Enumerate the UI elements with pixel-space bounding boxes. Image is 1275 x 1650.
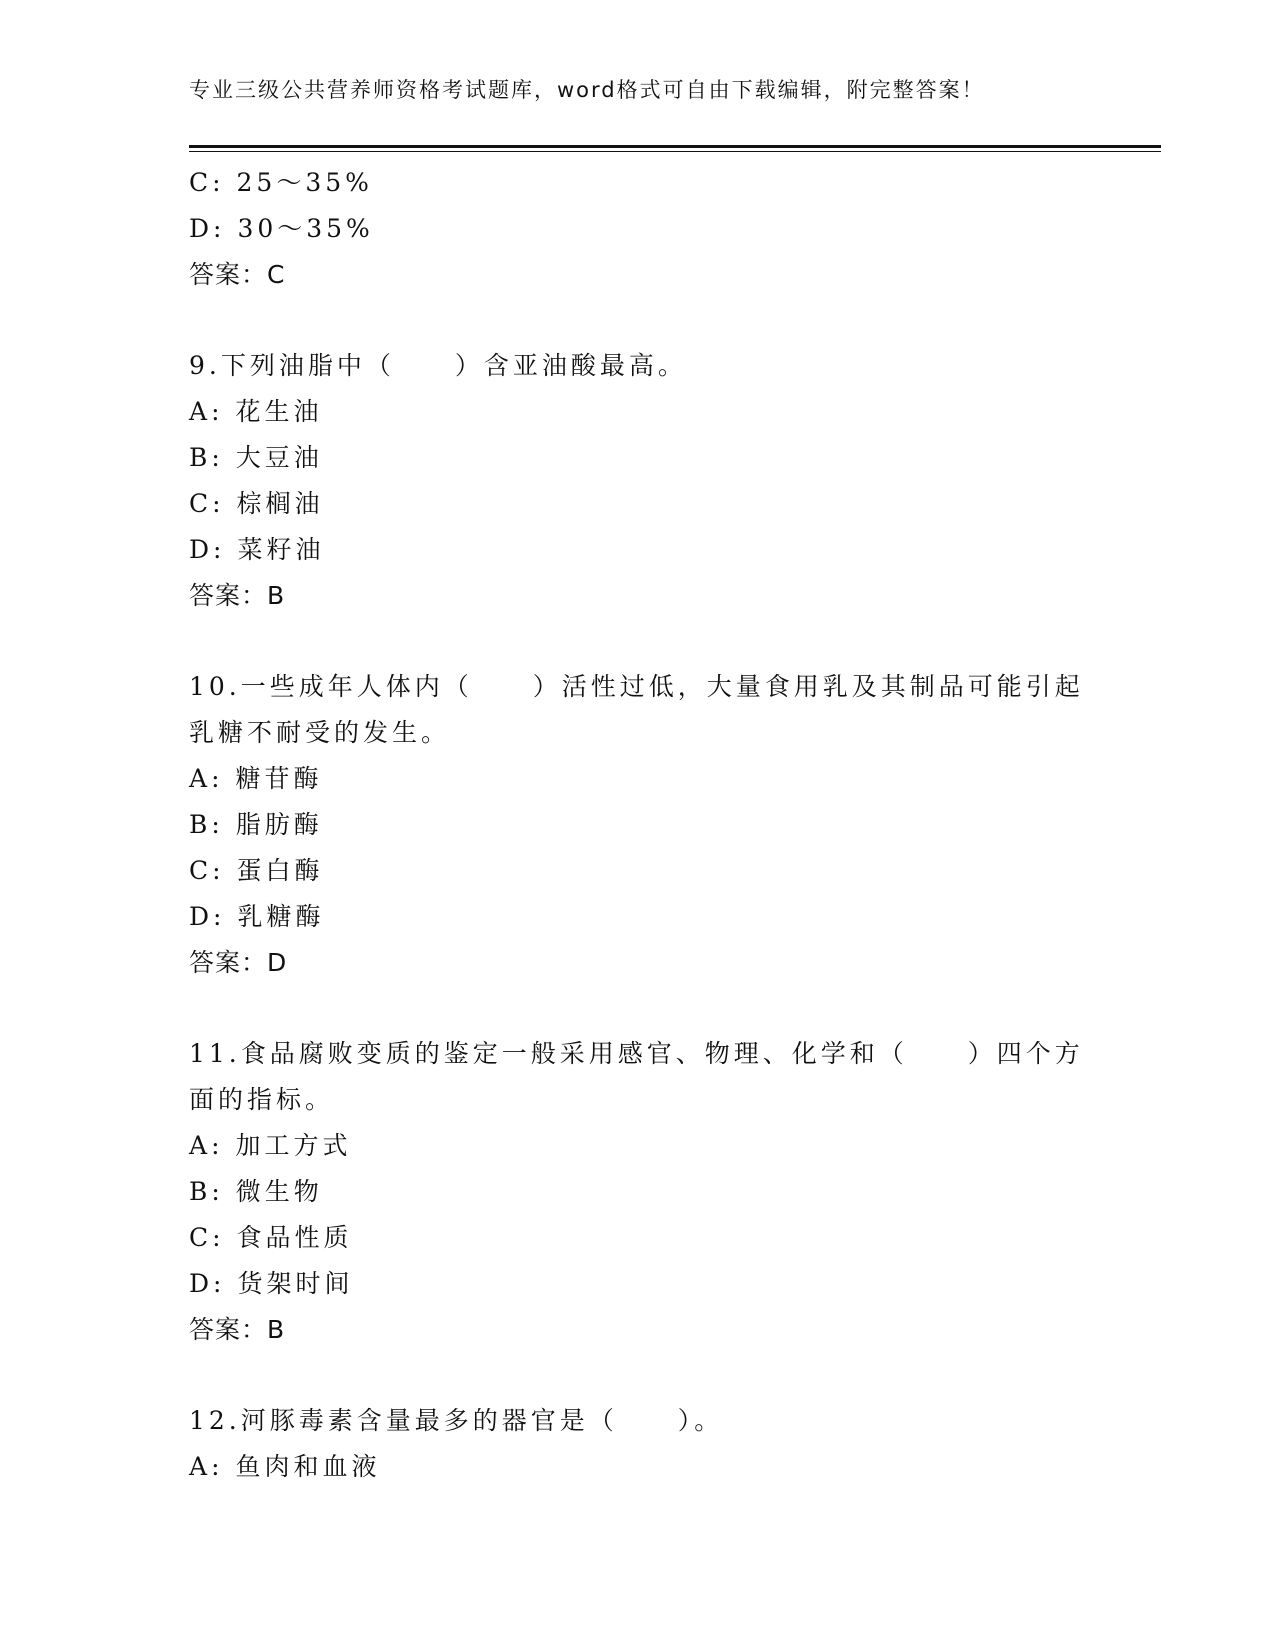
- option-a: A: 鱼肉和血液: [189, 1452, 381, 1481]
- header-rule-thick: [189, 145, 1161, 148]
- answer-line: 答案：C: [189, 260, 286, 289]
- question-11-text-cont: 面的指标。: [189, 1085, 335, 1114]
- option-c: C: 25～35%: [189, 168, 373, 197]
- answer-line: 答案：B: [189, 581, 286, 610]
- header-rule-thin: [189, 151, 1161, 152]
- option-c: C: 食品性质: [189, 1223, 353, 1252]
- question-12-text: 12.河豚毒素含量最多的器官是（ ）。: [189, 1406, 724, 1435]
- option-d: D: 30～35%: [189, 214, 374, 243]
- option-d: D: 货架时间: [189, 1269, 354, 1298]
- option-d: D: 菜籽油: [189, 535, 325, 564]
- option-c: C: 棕榈油: [189, 489, 324, 518]
- answer-line: 答案：D: [189, 948, 288, 977]
- option-b: B: 大豆油: [189, 443, 323, 472]
- option-a: A: 花生油: [189, 397, 323, 426]
- option-c: C: 蛋白酶: [189, 856, 324, 885]
- option-d: D: 乳糖酶: [189, 902, 325, 931]
- option-a: A: 糖苷酶: [189, 764, 323, 793]
- answer-line: 答案：B: [189, 1315, 286, 1344]
- document-content: [189, 160, 1089, 1490]
- option-b: B: 微生物: [189, 1177, 323, 1206]
- question-9-text: 9.下列油脂中（ ）含亚油酸最高。: [189, 351, 687, 380]
- page-header: 专业三级公共营养师资格考试题库，word格式可自由下载编辑，附完整答案！: [189, 78, 985, 102]
- option-a: A: 加工方式: [189, 1131, 352, 1160]
- question-11-text: 11.食品腐败变质的鉴定一般采用感官、物理、化学和（ ）四个方: [189, 1039, 1084, 1068]
- option-b: B: 脂肪酶: [189, 810, 323, 839]
- question-10-text-cont: 乳糖不耐受的发生。: [189, 718, 451, 747]
- question-10-text: 10.一些成年人体内（ ）活性过低，大量食用乳及其制品可能引起: [189, 672, 1084, 701]
